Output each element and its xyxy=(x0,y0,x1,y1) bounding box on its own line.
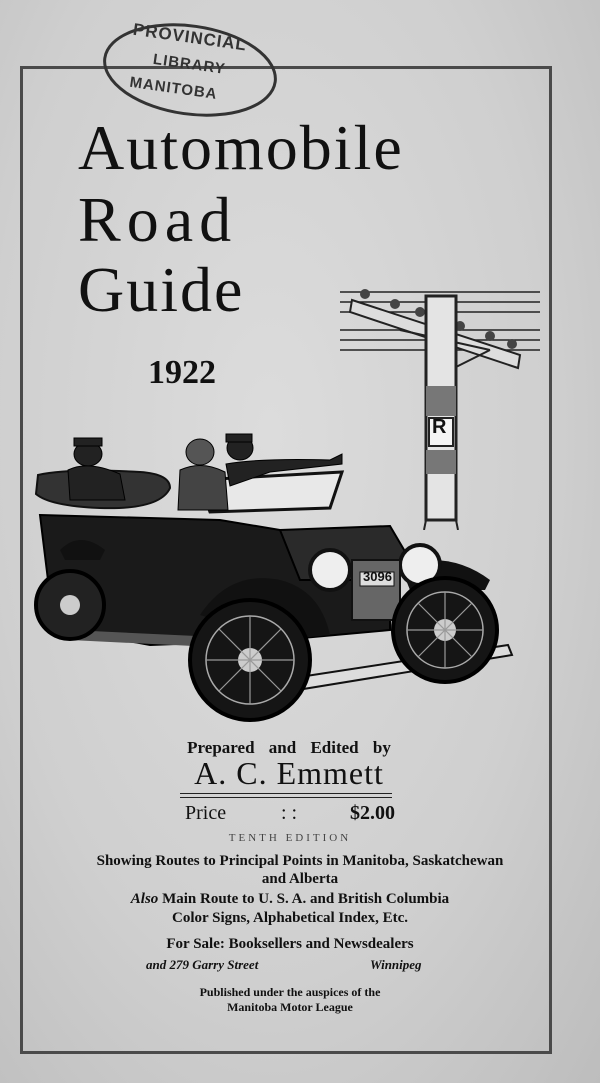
editor-name: A. C. Emmett xyxy=(194,755,384,791)
stamp-line-1: PROVINCIAL xyxy=(131,19,249,55)
price-separator: : : xyxy=(281,802,298,824)
sale-city: Winnipeg xyxy=(370,957,422,972)
sale-address: and 279 Garry Street xyxy=(146,957,259,972)
price-label: Price xyxy=(185,802,227,824)
prepared-by-line: Prepared and Edited by xyxy=(187,738,391,757)
road-sign-letter: R xyxy=(432,416,447,438)
title-line-1: Automobile xyxy=(78,112,404,183)
routes-line-1: Showing Routes to Principal Points in Manitoba, Saskatchewan xyxy=(96,853,504,869)
license-plate: 3096 xyxy=(363,569,392,584)
price-value: $2.00 xyxy=(350,802,395,824)
routes-line-4: Color Signs, Alphabetical Index, Etc. xyxy=(171,910,408,926)
routes-line-3 xyxy=(0,891,590,908)
touring-car-illustration xyxy=(30,430,520,740)
routes-also: Also xyxy=(130,891,159,907)
edition-label: TENTH EDITION xyxy=(228,832,352,844)
published-line-1: Published under the auspices of the xyxy=(199,985,381,999)
title-line-2: Road xyxy=(78,184,238,255)
routes-line-2: and Alberta xyxy=(261,871,339,887)
rule-lower xyxy=(180,797,392,798)
stamp-line-3: MANITOBA xyxy=(128,73,219,103)
title-line-3: Guide xyxy=(78,254,245,325)
year: 1922 xyxy=(148,354,216,391)
routes-main-route: Main Route to U. S. A. and British Columbia xyxy=(162,891,450,907)
stamp-line-2: LIBRARY xyxy=(151,50,227,78)
rule-upper xyxy=(180,793,392,794)
sale-line: For Sale: Booksellers and Newsdealers xyxy=(166,936,414,952)
published-line-2: Manitoba Motor League xyxy=(227,1000,353,1014)
